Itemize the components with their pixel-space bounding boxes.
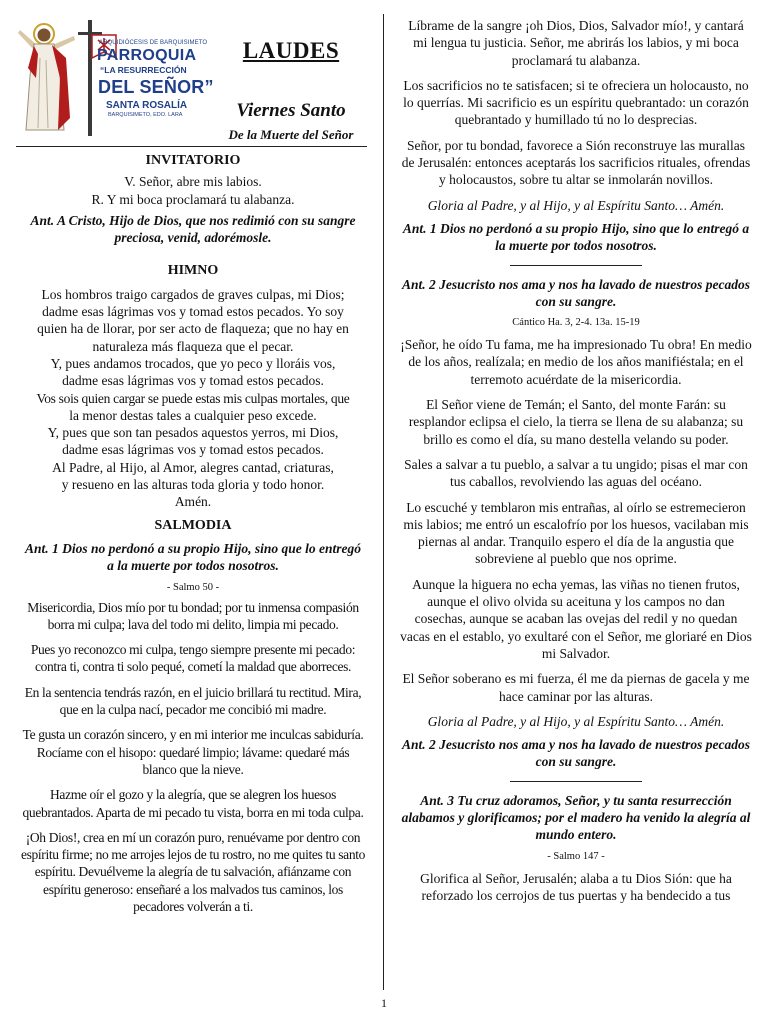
- psalm-stanza: Pues yo reconozco mi culpa, tengo siempre presente mi pecado: contra ti, contra ti solo pequé, cometí la maldad que aborreces.: [30, 642, 356, 675]
- antiphon-invitatorio: Ant. A Cristo, Hijo de Dios, que nos redimió con su sangre preciosa, venid, adorémosle.: [30, 212, 356, 246]
- antiphon-2-repeat: Ant. 2 Jesucristo nos ama y nos ha lavado de nuestros pecados con su sangre.: [401, 737, 751, 770]
- psalm-stanza: Líbrame de la sangre ¡oh Dios, Dios, Salvador mío!, y cantará mi lengua tu justicia. Señor, me abrirás los labios, y mi boca proclamará tu alabanza.: [408, 18, 744, 68]
- hymn-line: Y, pues que son tan pesados aquestos yerros, mi Dios,: [47, 425, 339, 441]
- hymn-line: quien ha de llorar, por ser acto de flaqueza; que no hay en: [37, 321, 349, 337]
- logo-senor-text: DEL SEÑOR”: [98, 77, 214, 97]
- psalm-stanza: Señor, por tu bondad, favorece a Sión reconstruye las murallas de Jerusalén: entonces aceptarás los sacrificios rituales, ofrendas y holocaustos, sobre tu altar se inmolarán novillos.: [401, 137, 751, 188]
- antiphon-3: Ant. 3 Tu cruz adoramos, Señor, y tu santa resurrección alabamos y glorificamos; por el madero ha venido la alegría al mundo entero.: [401, 792, 751, 843]
- psalm-reference: - Salmo 50 -: [166, 581, 220, 593]
- gloria-patri: Gloria al Padre, y al Hijo, y al Espíritu Santo… Amén.: [427, 713, 725, 729]
- header-divider: [16, 146, 367, 147]
- logo-parroquia-text: PARROQUIA: [97, 47, 197, 64]
- hymn-line: la menor destas tales a cualquier peso excede.: [69, 407, 317, 423]
- hymn-line: Amén.: [174, 494, 212, 510]
- antiphon-2: Ant. 2 Jesucristo nos ama y nos ha lavado de nuestros pecados con su sangre.: [401, 276, 751, 309]
- psalm-stanza: ¡Oh Dios!, crea en mí un corazón puro, renuévame por dentro con espíritu firme; no me arrojes lejos de tu rostro, no me quites tu santo espíritu. Devuélveme la alegría de tu salvación, afiánzame con espíritu generoso: enseñaré a los malvados tus caminos, los pecadores volverán a ti.: [20, 829, 366, 914]
- psalm-stanza: En la sentencia tendrás razón, en el juicio brillará tu rectitud. Mira, que en la culpa nací, pecador me concibió mi madre.: [24, 684, 362, 718]
- section-heading-invitatorio: INVITATORIO: [145, 153, 241, 168]
- hymn-line: Y, pues andamos trocados, que yo peco y lloráis vos,: [50, 355, 336, 371]
- canticle-stanza: ¡Señor, he oído Tu fama, me ha impresionado Tu obra! En medio de los años, realízala; en medio de los años manifiéstala; en el terremoto acuérdate de la misericordia.: [400, 337, 752, 387]
- hymn-line: dadme esas lágrimas vos y tomad estos pecados.: [62, 442, 324, 458]
- parish-logo: [14, 18, 214, 138]
- psalm-stanza: Los sacrificios no te satisfacen; si te ofreciera un holocausto, no lo querrías. Mi sacrificio es un espíritu quebrantado: un corazón quebrantado y humillado tú no lo desprecias.: [403, 77, 749, 128]
- psalm-stanza: Te gusta un corazón sincero, y en mi interior me inculcas sabiduría. Rocíame con el hisopo: quedaré limpio; lávame: quedaré más blanco que la nieve.: [22, 727, 364, 777]
- right-column: [400, 17, 752, 904]
- page-header: [14, 18, 368, 144]
- canticle-reference: Cántico Ha. 3, 2-4. 13a. 15-19: [512, 317, 640, 329]
- canticle-stanza: El Señor viene de Temán; el Santo, del monte Farán: su resplandor eclipsa el cielo, la tierra se llena de su alabanza; su brillo es como el día, su mano destella velando su poder.: [408, 397, 744, 447]
- hymn-line: dadme esas lágrimas vos y tomad estos pecados. Yo soy: [42, 304, 344, 320]
- hymn-line: Los hombros traigo cargados de graves culpas, mi Dios;: [41, 286, 345, 302]
- left-column: [20, 152, 366, 915]
- page-subtitle-secondary: De la Muerte del Señor: [228, 127, 354, 142]
- hymn-line: naturaleza más flaqueza que el pecar.: [92, 338, 294, 354]
- section-heading-himno: HIMNO: [167, 263, 219, 279]
- logo-resurreccion-text: “LA RESURRECCIÓN: [100, 65, 187, 75]
- section-separator: [510, 265, 642, 266]
- hymn-line: Al Padre, al Hijo, al Amor, alegres cantad, criaturas,: [52, 459, 334, 475]
- antiphon-1-repeat: Ant. 1 Dios no perdonó a su propio Hijo, sino que lo entregó a la muerte por todos nosotros.: [402, 220, 750, 254]
- hymn-text: [20, 286, 366, 511]
- response: R. Y mi boca proclamará tu alabanza.: [91, 191, 295, 207]
- psalm-stanza: Glorifica al Señor, Jerusalén; alaba a tu Dios Sión: que ha reforzado los cerrojos de tus puertas y ha bendecido a tus: [420, 870, 732, 903]
- gloria-patri: Gloria al Padre, y al Hijo, y al Espíritu Santo… Amén.: [427, 197, 725, 213]
- antiphon-1: Ant. 1 Dios no perdonó a su propio Hijo, sino que lo entregó a la muerte por todos nosotros.: [24, 540, 362, 574]
- hymn-line: y resueno en las alturas toda gloria y todo honor.: [61, 477, 325, 493]
- psalm-reference: - Salmo 147 -: [547, 850, 605, 862]
- section-separator: [510, 781, 642, 782]
- canticle-stanza: Lo escuché y temblaron mis entrañas, al oírlo se estremecieron mis labios; me entró un escalofrío por los huesos, vacilaban mis piernas al andar. Tranquilo espero el día de la angustia que sobreviene al pueblo que nos oprime.: [403, 499, 749, 567]
- canticle-stanza: Sales a salvar a tu pueblo, a salvar a tu ungido; pisas el mar con tus caballos, revolviendo las aguas del océano.: [404, 456, 748, 490]
- logo-city-text: BARQUISIMETO, EDO. LARA: [108, 112, 183, 118]
- versicle: V. Señor, abre mis labios.: [124, 174, 262, 190]
- psalm-stanza: Hazme oír el gozo y la alegría, que se alegren los huesos quebrantados. Aparta de mi pecado tu vista, borra en mi toda culpa.: [22, 787, 364, 820]
- psalm-stanza: Misericordia, Dios mío por tu bondad; por tu inmensa compasión borra mi culpa; lava del todo mi delito, limpia mi pecado.: [27, 599, 359, 632]
- section-heading-salmodia: SALMODIA: [154, 517, 232, 533]
- hymn-line: dadme esas lágrimas vos y tomad estos pecados.: [62, 373, 324, 389]
- canticle-stanza: El Señor soberano es mi fuerza, él me da piernas de gacela y me hace caminar por las alturas.: [402, 671, 750, 704]
- canticle-stanza: Aunque la higuera no echa yemas, las viñas no tienen frutos, aunque el olivo olvida su aceituna y los campos no dan cosechas, aunque se acaban las ovejas del redil y no quedan vacas en el establo, yo exultaré con el Señor, me gloriaré en Dios mi Salvador.: [400, 576, 752, 661]
- logo-rosalia-text: SANTA ROSALÍA: [106, 100, 188, 111]
- logo-archdiocese-text: ARQUIDIÓCESIS DE BARQUISIMETO: [99, 40, 208, 46]
- column-divider: [383, 14, 384, 990]
- page-subtitle: Viernes Santo: [236, 100, 346, 121]
- page-title: LAUDES: [242, 38, 340, 63]
- page-number: 1: [381, 996, 387, 1010]
- hymn-line: Vos sois quien cargar se puede estas mis culpas mortales, que: [36, 390, 350, 406]
